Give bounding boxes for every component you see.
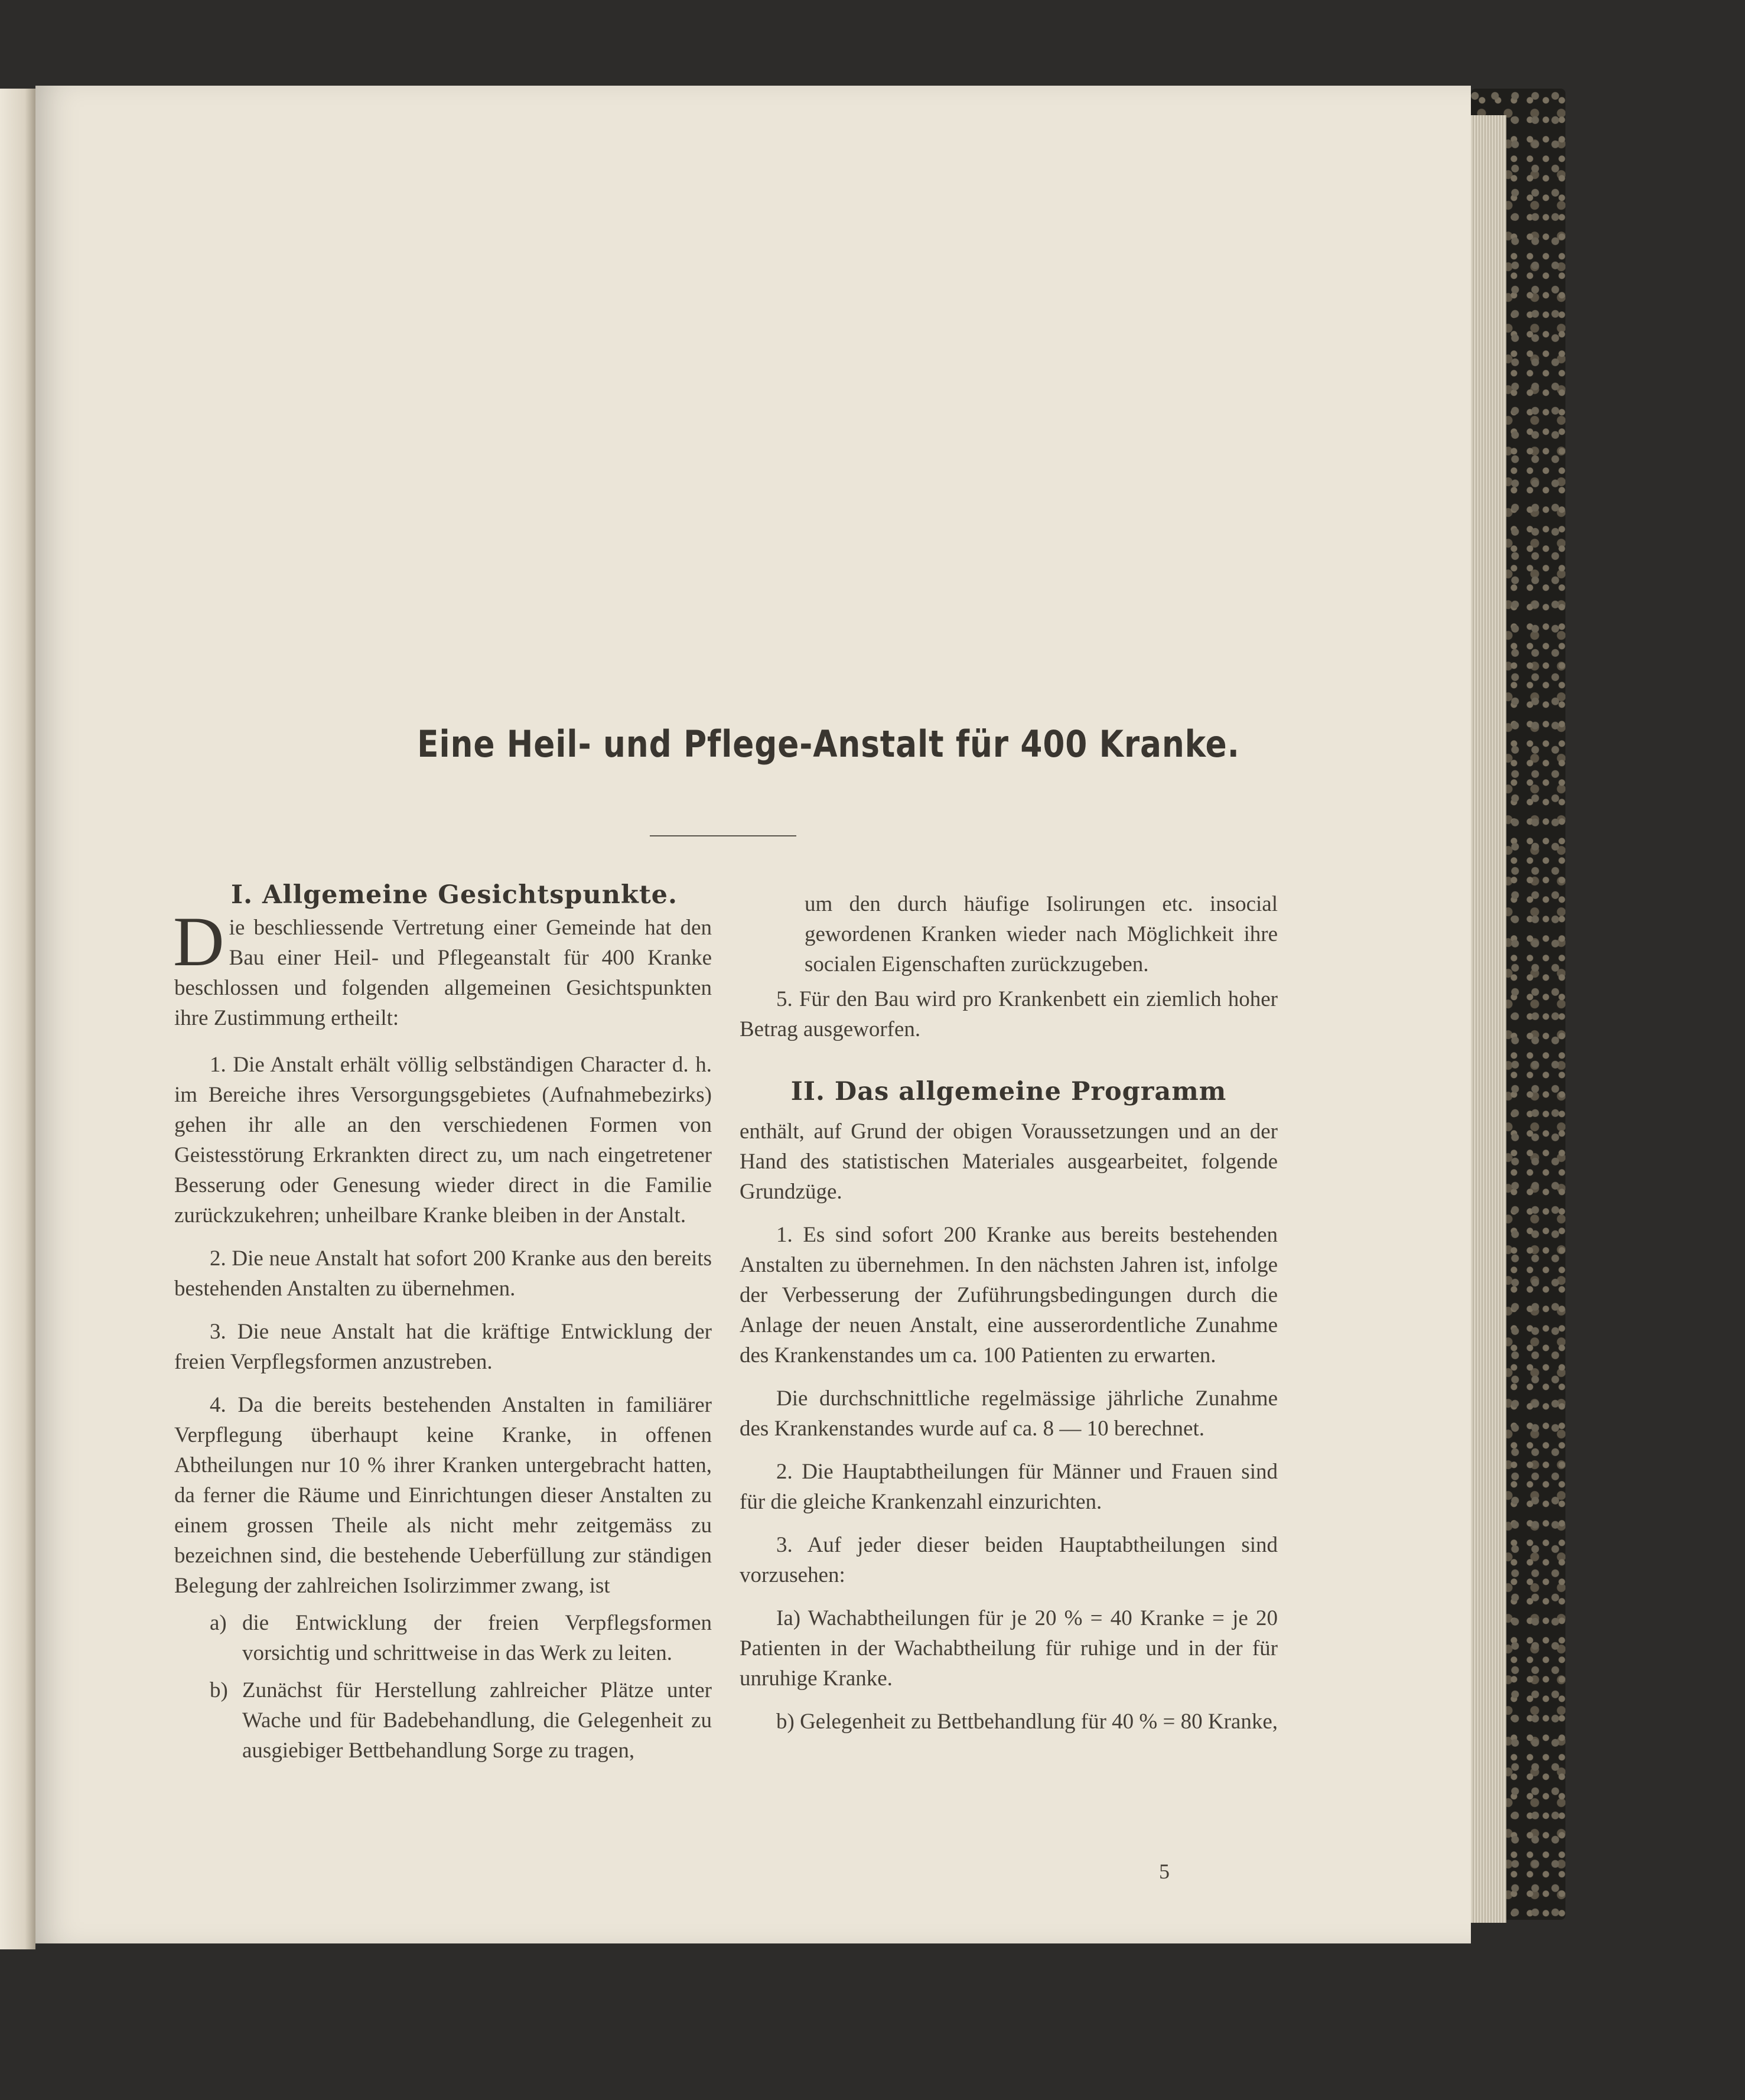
section-heading-2: II. Das allgemeine Programm bbox=[790, 1077, 1227, 1106]
drop-cap: D bbox=[173, 902, 224, 981]
facing-page-edge bbox=[0, 89, 35, 1949]
sub-item-b-continued: um den durch häufige Isolirungen etc. insocial gewordenen Kranken wieder nach Möglichkeit ihre socialen Eigenschaften zurückzugeben. bbox=[805, 892, 1278, 976]
point-3: 3. Die neue Anstalt hat die kräftige Entwicklung der freien Verpflegsformen anzustreben. bbox=[174, 1320, 712, 1374]
programme-point-2: 2. Die Hauptabtheilungen für Männer und Frauen sind für die gleiche Krankenzahl einzurichten. bbox=[740, 1460, 1278, 1514]
point-1: 1. Die Anstalt erhält völlig selbständigen Character d. h. im Bereiche ihres Versorgungsgebietes (Aufnahmebezirks) gehen ihr alle an den verschiedenen Formen von Geistesstörung Erkrankten direct zu, um nach eingetretener Besserung oder Genesung wieder direct in die Familie zurückzukehren; unheilbare Kranke bleiben in der Anstalt. bbox=[174, 1053, 712, 1228]
title-divider bbox=[650, 835, 796, 836]
programme-intro: enthält, auf Grund der obigen Voraussetzungen und an der Hand des statistischen Materiales ausgearbeitet, folgende Grundzüge. bbox=[740, 1119, 1278, 1204]
programme-point-3a: Ia) Wachabtheilungen für je 20 % = 40 Kranke = je 20 Patienten in der Wachabtheilung für ruhige und in der für unruhige Kranke. bbox=[740, 1606, 1278, 1691]
intro-text: ie beschliessende Vertretung einer Gemeinde hat den Bau einer Heil- und Pflegeanstalt für 400 Kranke beschlossen und folgenden allgemeinen Gesichtspunkten ihre Zustimmung ertheilt: bbox=[174, 916, 712, 1030]
point-5: 5. Für den Bau wird pro Krankenbett ein ziemlich hoher Betrag ausgeworfen. bbox=[740, 987, 1278, 1041]
intro-paragraph bbox=[173, 902, 712, 1033]
sub-item-text: Zunächst für Herstellung zahlreicher Plätze unter Wache und für Badebehandlung, die Gelegenheit zu ausgiebiger Bettbehandlung Sorge zu tragen, bbox=[242, 1678, 712, 1763]
sub-item-label: b) bbox=[210, 1678, 228, 1702]
point-4: 4. Da die bereits bestehenden Anstalten in familiärer Verpflegung überhaupt keine Kranke, in offenen Abtheilungen nur 10 % ihrer Kranken untergebracht hatten, da ferner die Räume und Einrichtungen dieser Anstalten zu einem grossen Theile als nicht mehr zeitgemäss zu bezeichnen sind, die bestehende Ueberfüllung zur ständigen Belegung der zahlreichen Isolirzimmer zwang, ist bbox=[174, 1393, 712, 1598]
sub-item-a bbox=[174, 1608, 712, 1668]
point-2: 2. Die neue Anstalt hat sofort 200 Kranke aus den bereits bestehenden Anstalten zu übernehmen. bbox=[174, 1246, 712, 1301]
sub-item-label: a) bbox=[210, 1611, 227, 1635]
page-title: Eine Heil- und Pflege-Anstalt für 400 Kranke. bbox=[417, 722, 1240, 766]
page-edges bbox=[1465, 115, 1506, 1923]
section-heading-1: I. Allgemeine Gesichtspunkte. bbox=[231, 880, 678, 910]
page-number: 5 bbox=[1159, 1860, 1170, 1883]
programme-point-1: 1. Es sind sofort 200 Kranke aus bereits bestehenden Anstalten zu übernehmen. In den nächsten Jahren ist, infolge der Verbesserung der Zuführungsbedingungen durch die Anlage der neuen Anstalt, eine ausserordentliche Zunahme des Krankenstandes um ca. 100 Patienten zu erwarten. bbox=[740, 1223, 1278, 1368]
programme-point-3b: b) Gelegenheit zu Bettbehandlung für 40 % = 80 Kranke, bbox=[776, 1710, 1278, 1734]
programme-point-3: 3. Auf jeder dieser beiden Hauptabtheilungen sind vorzusehen: bbox=[740, 1533, 1278, 1587]
sub-item-text: die Entwicklung der freien Verpflegsformen vorsichtig und schrittweise in das Werk zu leiten. bbox=[242, 1611, 712, 1665]
text-column-right bbox=[740, 889, 1278, 1737]
programme-point-1b: Die durchschnittliche regelmässige jährliche Zunahme des Krankenstandes wurde auf ca. 8 — 10 berechnet. bbox=[740, 1386, 1278, 1441]
sub-item-b bbox=[174, 1675, 712, 1766]
text-column-left bbox=[174, 877, 712, 1766]
